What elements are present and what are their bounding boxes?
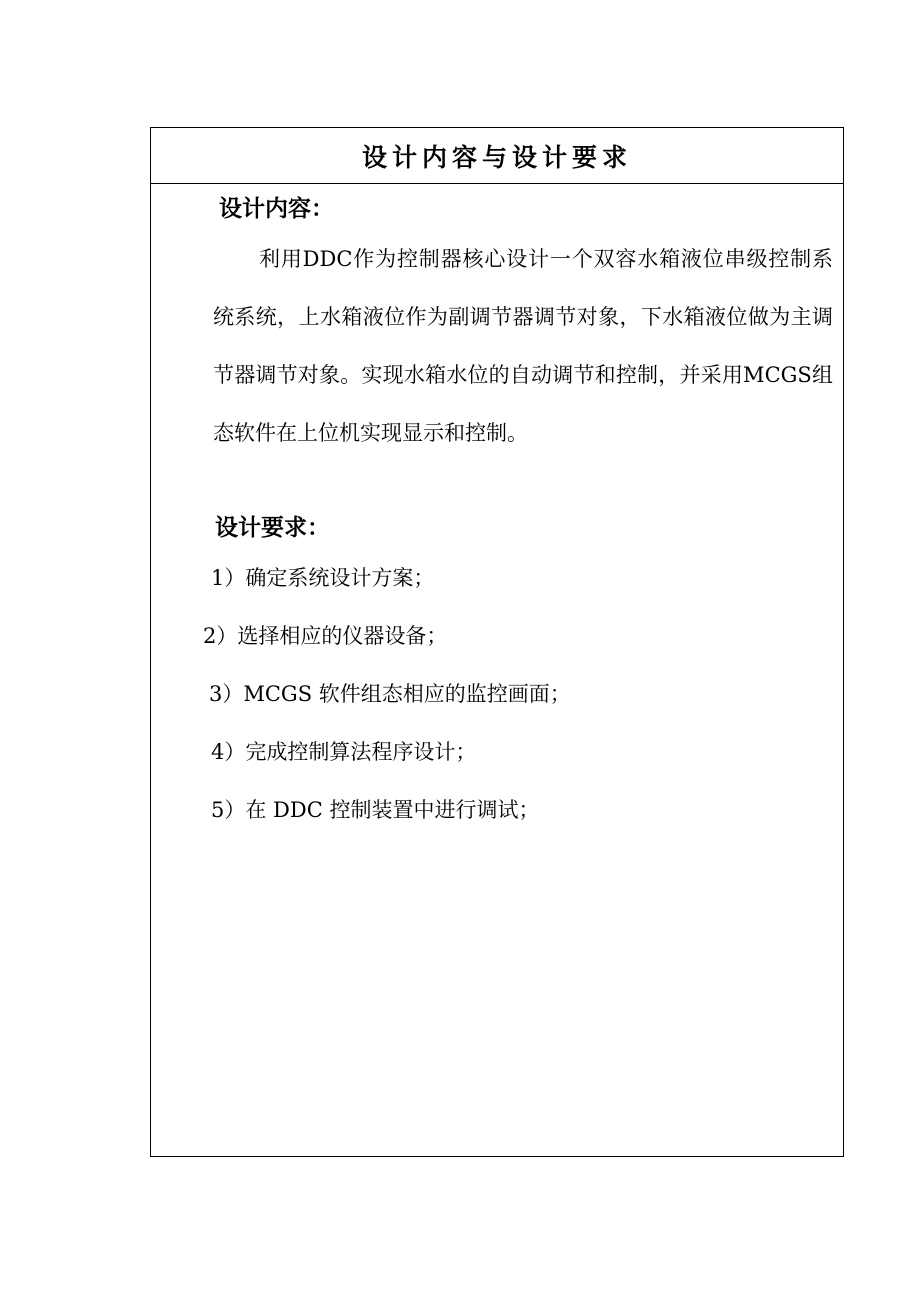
list-item: 1）确定系统设计方案；	[211, 566, 435, 590]
table-title: 设计内容与设计要求	[361, 142, 632, 172]
list-item: 5）在 DDC 控制装置中进行调试；	[211, 798, 540, 822]
list-item: 3）MCGS 软件组态相应的监控画面；	[209, 682, 571, 706]
list-item: 4）完成控制算法程序设计；	[211, 740, 477, 764]
list-item: 2）选择相应的仪器设备；	[203, 624, 448, 648]
table-header	[151, 128, 843, 184]
design-content-heading: 设计内容：	[219, 196, 334, 222]
design-content-paragraph: 利用DDC作为控制器核心设计一个双容水箱液位串级控制系统系统，上水箱液位作为副调节器调节对象，下水箱液位做为主调节器调节对象。实现水箱水位的自动调节和控制，并采用MCGS组态软件在上位机实现显示和控制。	[213, 247, 833, 445]
design-requirements-heading: 设计要求：	[215, 515, 330, 541]
design-table	[150, 127, 844, 1157]
